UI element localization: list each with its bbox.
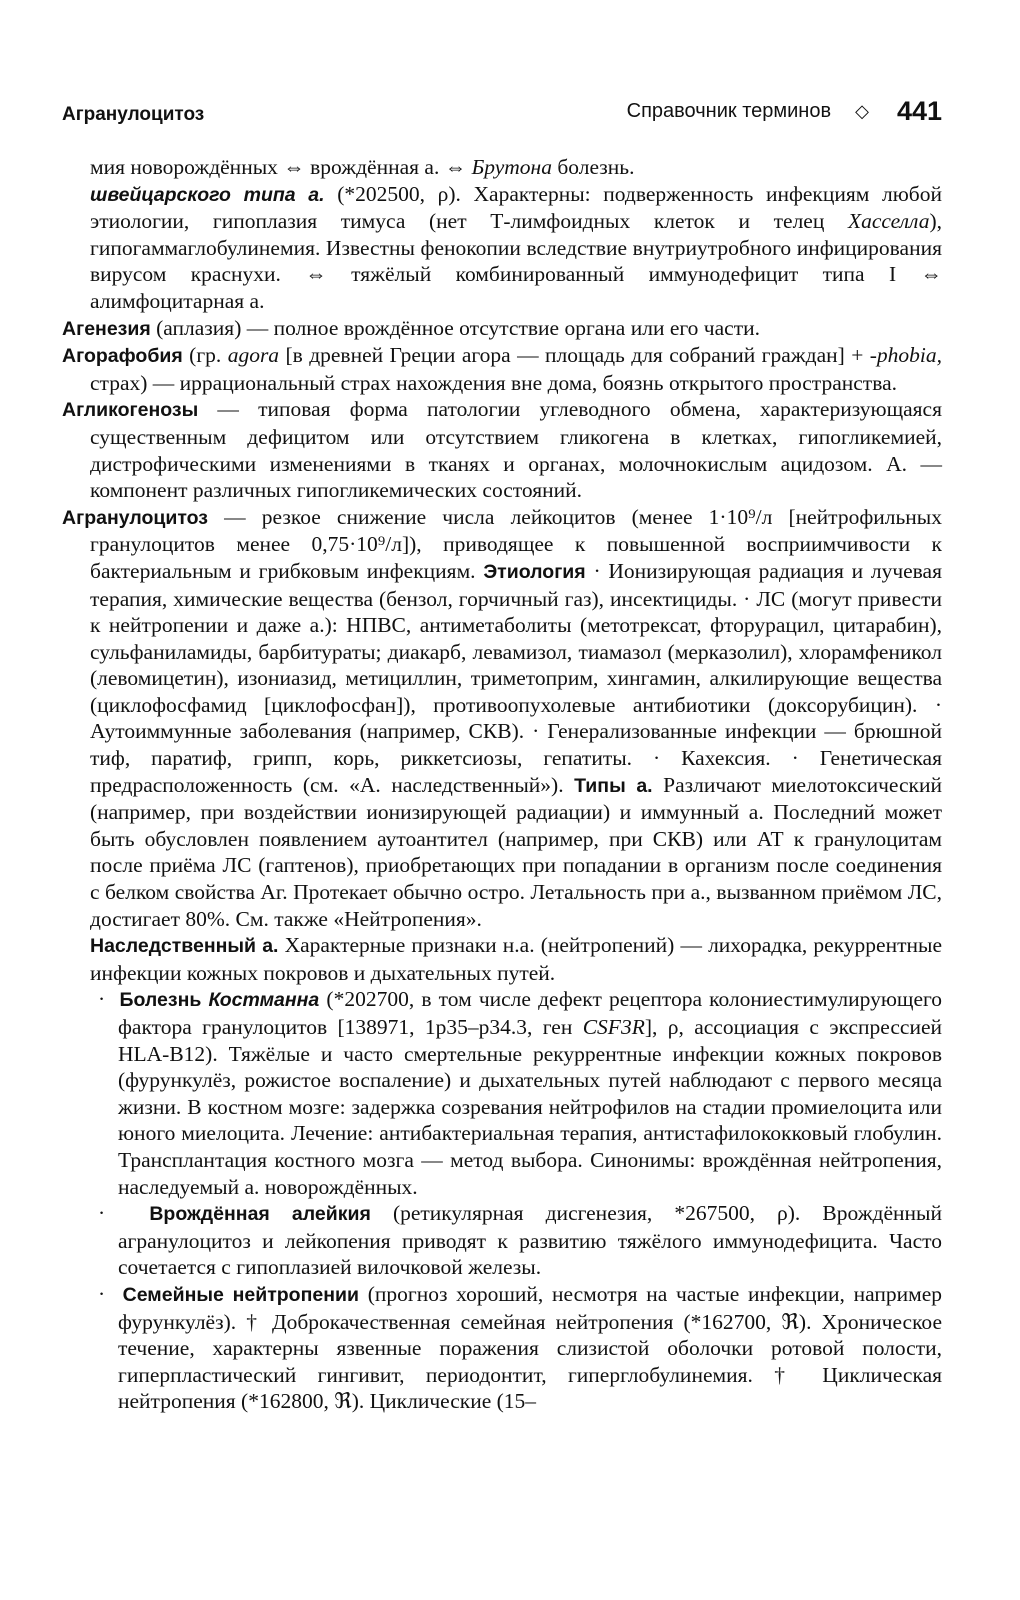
subentry-hereditary: Наследственный а. Характерные признаки н.а. (нейтропений) — лихорадка, рекуррентные инфекции кожных покровов и дыхательных путей. <box>90 933 942 985</box>
entry-aglycogenoses: Агликогенозы — типовая форма патологии углеводного обмена, характеризующаяся существенным дефицитом или отсутствием гликогена в клетках, гипогликемией, дистрофическими изменениями в тканях и органах, молочнокислым ацидозом. А. — компонент различных гипогликемических состояний. <box>62 397 942 503</box>
bullet-glyph: · <box>98 1201 106 1226</box>
subentry-term: Наследственный а. <box>90 935 279 958</box>
bullet-aleukia: · Врождённая алейкия (ретикулярная дисгенезия, *267500, ρ). Врождённый агранулоцитоз и лейкопения приводят к развитию тяжёлого иммунодефицита. Часто сочетается с гипоплазией вилочковой железы. <box>98 1201 942 1280</box>
paragraph-swiss-type: швейцарского типа а. (*202500, ρ). Характерны: подверженность инфекциям любой этиологии, гипоплазия тимуса (нет Т-лимфоидных клеток и телец Хасселла), гипогаммаглобулинемия. Известны фенокопии вследствие внутриутробного инфицирования вирусом краснухи. ⇔ тяжёлый комбинированный иммунодефицит типа I ⇔ алимфоцитарная а. <box>90 181 942 313</box>
bullet-familial-neutropenia: · Семейные нейтропении (прогноз хороший, несмотря на частые инфекции, например фурункулёз). † Доброкачественная семейная нейтропения (*162700, ℜ). Хроническое течение, характерны язвенные поражения слизистой оболочки ротовой полости, гиперпластический гингивит, периодонтит, гиперглобулинемия. † Циклическая нейтропения (*162800, ℜ). Циклические (15– <box>98 1281 943 1414</box>
diamond-icon: ◇ <box>855 101 869 122</box>
bullet-glyph: · <box>98 1281 106 1306</box>
running-head-right <box>627 96 942 127</box>
running-head-term: Агранулоцитоз <box>62 104 205 125</box>
page-number: 441 <box>896 96 942 126</box>
page-body <box>62 154 942 1415</box>
subentry-term: швейцарского типа а. <box>90 183 325 206</box>
paragraph-continuation: мия новорождённых ⇔ врождённая а. ⇔ Брутона болезнь. <box>90 155 635 179</box>
entry-term: Агенезия <box>62 317 151 340</box>
section-label-etiology: Этиология <box>483 560 586 583</box>
entry-agoraphobia: Агорафобия (гр. agora [в древней Греции агора — площадь для собраний граждан] + -phobia, страх) — иррациональный страх нахождения вне дома, боязнь открытого пространства. <box>62 343 943 395</box>
entry-term: Агликогенозы <box>62 399 199 422</box>
entry-agranulocytosis: Агранулоцитоз — резкое снижение числа лейкоцитов (менее 1·10⁹/л [нейтрофильных гранулоцитов менее 0,75·10⁹/л]), приводящее к повышенной восприимчивости к бактериальным и грибковым инфекциям. Этиология · Ионизирующая радиация и лучевая терапия, химические вещества (бензол, горчичный газ), инсектициды. · ЛС (могут привести к нейтропении и даже а.): НПВС, антиметаболиты (метотрексат, фторурацил, цитарабин), сульфаниламиды, барбитураты; диакарб, левамизол, тиамазол (мерказолил), хлорамфеникол (левомицетин), изониазид, метициллин, триметоприм, хингамин, алкилирующие вещества (циклофосфамид [циклофосфан]), противоопухолевые антибиотики (доксорубицин). · Аутоиммунные заболевания (например, СКВ). · Генерализованные инфекции — брюшной тиф, паратиф, грипп, корь, риккетсиозы, гепатиты. · Кахексия. · Генетическая предрасположенность (см. «А. наследственный»). Типы а. Различают миелотоксический (например, при воздействии ионизирующей радиации) и иммунный а. Последний может быть обусловлен появлением аутоантител (например, при СКВ) или АТ к гранулоцитам после приёма ЛС (гаптенов), приобретающих при попадании в организм после соединения с белком свойства Аг. Протекает обычно остро. Летальность при а., вызванном приёмом ЛС, достигает 80%. См. также «Нейтропения». <box>62 504 942 931</box>
entry-agenesis: Агенезия (аплазия) — полное врождённое отсутствие органа или его части. <box>62 315 760 340</box>
running-header <box>62 96 942 132</box>
running-head-title: Справочник терминов <box>626 100 832 122</box>
bullet-kostmann: · Болезнь Костманна (*202700, в том числе дефект рецептора колониестимулирующего фактора гранулоцитов [138971, 1p35–p34.3, ген CSF3R], ρ, ассоциация с экспрессией HLA-B12). Тяжёлые и часто смертельные рекуррентные инфекции кожных покровов (фурункулёз, рожистое воспаление) и дыхательных путей наблюдают с первого месяца жизни. В костном мозге: задержка созревания нейтрофилов на стадии промиелоцита или юного миелоцита. Лечение: антибактериальная терапия, антистафилококковый глобулин. Трансплантация костного мозга — метод выбора. Синонимы: врождённая нейтропения, наследуемый а. новорождённых. <box>98 987 943 1199</box>
entry-term: Агорафобия <box>62 345 183 368</box>
bullet-glyph: · <box>98 987 106 1012</box>
entry-term: Агранулоцитоз <box>62 506 208 529</box>
section-label-types: Типы а. <box>574 774 653 797</box>
